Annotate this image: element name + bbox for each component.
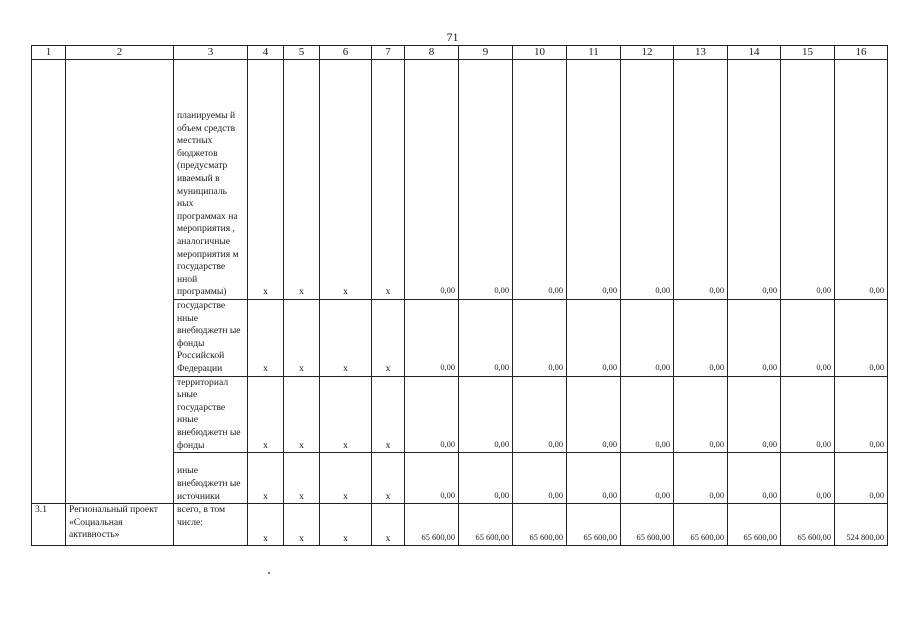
mark-cell: x	[320, 60, 372, 300]
mark-cell: x	[320, 376, 372, 453]
amount-cell: 0,00	[459, 300, 513, 377]
amount-cell: 65 600,00	[405, 504, 459, 546]
mark-cell: x	[248, 504, 284, 546]
row-number-cell: 3.1	[32, 504, 66, 546]
amount-cell: 0,00	[728, 300, 781, 377]
column-header: 11	[567, 46, 621, 60]
amount-cell: 0,00	[567, 300, 621, 377]
mark-cell: x	[372, 453, 405, 504]
page-number: 71	[446, 30, 459, 44]
column-header: 13	[674, 46, 728, 60]
amount-cell: 0,00	[405, 60, 459, 300]
column-header: 14	[728, 46, 781, 60]
column-header: 9	[459, 46, 513, 60]
amount-cell: 0,00	[459, 453, 513, 504]
mark-cell: x	[284, 453, 320, 504]
row-name-cell	[66, 376, 174, 453]
table-row	[32, 60, 888, 300]
row-name-cell: Региональный проект «Социальная активность»	[66, 504, 174, 546]
funding-source-cell: планируемы й объем средств местных бюджетов (предусматр иваемый в муниципаль ных программах на мероприятия , аналогичные мероприятия м государстве нной программы)	[174, 60, 248, 300]
column-number-row	[32, 46, 888, 60]
column-header: 3	[174, 46, 248, 60]
amount-cell: 0,00	[513, 453, 567, 504]
column-header: 2	[66, 46, 174, 60]
amount-cell: 65 600,00	[567, 504, 621, 546]
column-header: 10	[513, 46, 567, 60]
amount-cell: 0,00	[621, 376, 674, 453]
amount-cell: 0,00	[728, 376, 781, 453]
amount-cell: 0,00	[781, 60, 835, 300]
mark-cell: x	[372, 376, 405, 453]
amount-cell: 0,00	[513, 376, 567, 453]
amount-cell: 0,00	[567, 376, 621, 453]
mark-cell: x	[372, 300, 405, 377]
scan-speck	[268, 572, 270, 574]
column-header: 7	[372, 46, 405, 60]
amount-cell: 0,00	[459, 60, 513, 300]
amount-cell: 65 600,00	[781, 504, 835, 546]
row-name-cell	[66, 453, 174, 504]
amount-cell: 0,00	[835, 453, 888, 504]
amount-cell: 0,00	[835, 60, 888, 300]
funding-source-cell: иные внебюджетн ые источники	[174, 453, 248, 504]
table-row	[32, 300, 888, 377]
funding-source-cell: всего, в том числе:	[174, 504, 248, 546]
amount-cell: 0,00	[621, 453, 674, 504]
amount-cell: 0,00	[781, 453, 835, 504]
row-number-cell	[32, 453, 66, 504]
amount-cell: 0,00	[728, 60, 781, 300]
row-name-cell	[66, 60, 174, 300]
column-header: 1	[32, 46, 66, 60]
amount-cell: 0,00	[513, 60, 567, 300]
funding-source-cell: государстве нные внебюджетн ые фонды Российской Федерации	[174, 300, 248, 377]
table-row	[32, 453, 888, 504]
column-header: 15	[781, 46, 835, 60]
column-header: 5	[284, 46, 320, 60]
amount-cell: 0,00	[781, 376, 835, 453]
mark-cell: x	[248, 60, 284, 300]
row-number-cell	[32, 376, 66, 453]
amount-cell: 65 600,00	[621, 504, 674, 546]
column-header: 6	[320, 46, 372, 60]
mark-cell: x	[284, 504, 320, 546]
amount-cell: 65 600,00	[459, 504, 513, 546]
mark-cell: x	[284, 60, 320, 300]
budget-table	[31, 45, 888, 546]
table-row	[32, 504, 888, 546]
amount-cell: 0,00	[674, 453, 728, 504]
amount-cell: 0,00	[405, 300, 459, 377]
amount-cell: 0,00	[728, 453, 781, 504]
amount-cell: 0,00	[835, 376, 888, 453]
amount-cell: 65 600,00	[674, 504, 728, 546]
column-header: 12	[621, 46, 674, 60]
amount-cell: 524 800,00	[835, 504, 888, 546]
column-header: 16	[835, 46, 888, 60]
amount-cell: 0,00	[835, 300, 888, 377]
amount-cell: 0,00	[674, 376, 728, 453]
mark-cell: x	[284, 300, 320, 377]
table-row	[32, 376, 888, 453]
column-header: 4	[248, 46, 284, 60]
row-number-cell	[32, 60, 66, 300]
mark-cell: x	[372, 504, 405, 546]
amount-cell: 0,00	[621, 300, 674, 377]
mark-cell: x	[372, 60, 405, 300]
mark-cell: x	[320, 504, 372, 546]
amount-cell: 0,00	[781, 300, 835, 377]
amount-cell: 0,00	[405, 376, 459, 453]
amount-cell: 0,00	[567, 453, 621, 504]
amount-cell: 0,00	[567, 60, 621, 300]
mark-cell: x	[248, 453, 284, 504]
amount-cell: 0,00	[513, 300, 567, 377]
amount-cell: 0,00	[674, 300, 728, 377]
amount-cell: 0,00	[405, 453, 459, 504]
funding-source-cell: территориал ьные государстве нные внебюджетн ые фонды	[174, 376, 248, 453]
mark-cell: x	[248, 300, 284, 377]
amount-cell: 65 600,00	[513, 504, 567, 546]
row-name-cell	[66, 300, 174, 377]
mark-cell: x	[320, 453, 372, 504]
amount-cell: 0,00	[459, 376, 513, 453]
amount-cell: 0,00	[621, 60, 674, 300]
mark-cell: x	[320, 300, 372, 377]
row-number-cell	[32, 300, 66, 377]
column-header: 8	[405, 46, 459, 60]
amount-cell: 0,00	[674, 60, 728, 300]
mark-cell: x	[248, 376, 284, 453]
amount-cell: 65 600,00	[728, 504, 781, 546]
mark-cell: x	[284, 376, 320, 453]
